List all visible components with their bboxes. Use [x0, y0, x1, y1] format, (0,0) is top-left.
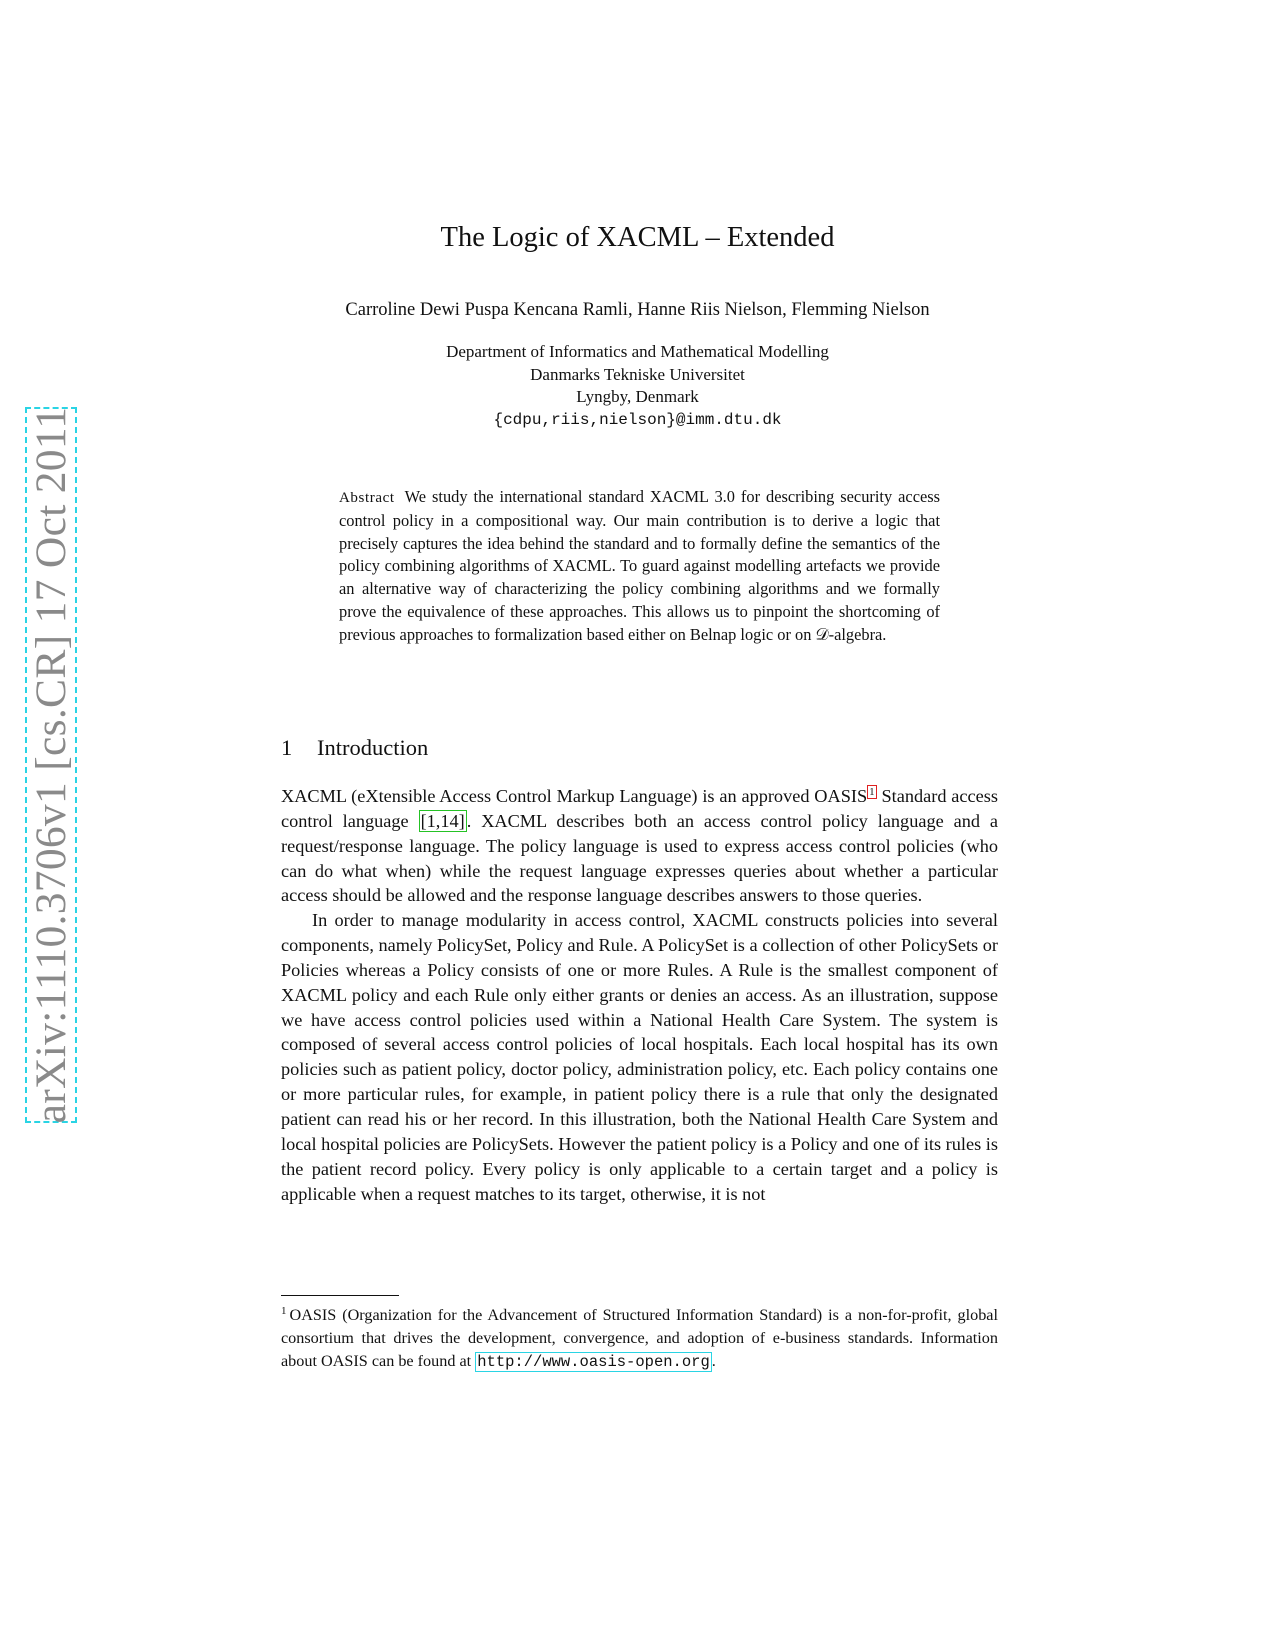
- footnote-text: OASIS (Organization for the Advancement of Structured Information Standard) is a non-for-profit, global consortium that drives the development, convergence, and adoption of e-business standards. Information about OASIS can be found at: [281, 1306, 998, 1370]
- paragraph: In order to manage modularity in access control, XACML constructs policies into several components, namely PolicySet, Policy and Rule. A PolicySet is a collection of other PolicySets or Policies whereas a Policy consists of one or more Rules. A Rule is the smallest component of XACML policy and each Rule only either grants or denies an access. As an illustration, suppose we have access control policies used within a National Health Care System. The system is composed of several access control policies of local hospitals. Each local hospital has its own policies such as patient policy, doctor policy, administration policy, etc. Each policy contains one or more particular rules, for example, in patient policy there is a rule that only the designated patient can read his or her record. In this illustration, both the National Health Care System and local hospital policies are PolicySets. However the patient policy is a Policy and one of its rules is the patient record policy. Every policy is only applicable to a certain target and a policy is applicable when a request matches to its target, otherwise, it is not: [281, 910, 998, 1204]
- paper-title: The Logic of XACML – Extended: [440, 222, 835, 253]
- abstract: [339, 486, 940, 647]
- footnote-rule: [281, 1295, 399, 1296]
- footnote: [281, 1304, 998, 1373]
- university: Danmarks Tekniske Universitet: [530, 364, 745, 384]
- department: Department of Informatics and Mathematical Modelling: [446, 342, 829, 361]
- oasis-url-link[interactable]: http://www.oasis-open.org: [477, 1352, 710, 1371]
- paragraph-text: XACML (eXtensible Access Control Markup Language) is an approved OASIS: [281, 786, 868, 806]
- section-heading: [281, 735, 428, 761]
- arxiv-stamp: [25, 407, 77, 1123]
- paragraph-text: . XACML describes both an access control policy language and a request/response language. The policy language is used to express access control policies (who can do what when) while the request language expresses queries about whether a particular access should be allowed and the response language describes answers to those queries.: [281, 810, 998, 906]
- paragraph-text: Standard access control language: [281, 786, 998, 831]
- paragraph: [281, 784, 998, 908]
- body-text: [281, 784, 998, 1206]
- abstract-text: We study the international standard XACML 3.0 for describing security access control policy in a compositional way. Our main contribution is to derive a logic that precisely captures the idea behind the standard and to formally define the semantics of the policy combining algorithms of XACML. To guard against modelling artefacts we provide an alternative way of characterizing the policy combining algorithms and we formally prove the equivalence of these approaches. This allows us to pinpoint the shortcoming of previous approaches to formalization based either on Belnap logic or on 𝒟-algebra.: [339, 487, 940, 644]
- footnote-mark: 1: [281, 1304, 287, 1317]
- footnote-end: .: [711, 1351, 716, 1370]
- section-number: 1: [281, 735, 293, 760]
- email: {cdpu,riis,nielson}@imm.dtu.dk: [493, 410, 782, 429]
- affiliation: [0, 341, 1275, 431]
- section-title: Introduction: [317, 735, 429, 760]
- footnote-link[interactable]: 1: [869, 785, 875, 798]
- location: Lyngby, Denmark: [576, 387, 699, 406]
- citation-link[interactable]: [1,14]: [420, 810, 465, 831]
- abstract-label: Abstract: [339, 490, 395, 506]
- author-list: Carroline Dewi Puspa Kencana Ramli, Hanne Riis Nielson, Flemming Nielson: [345, 300, 930, 320]
- arxiv-stamp-text: arXiv:1110.3706v1 [cs.CR] 17 Oct 2011: [27, 406, 75, 1124]
